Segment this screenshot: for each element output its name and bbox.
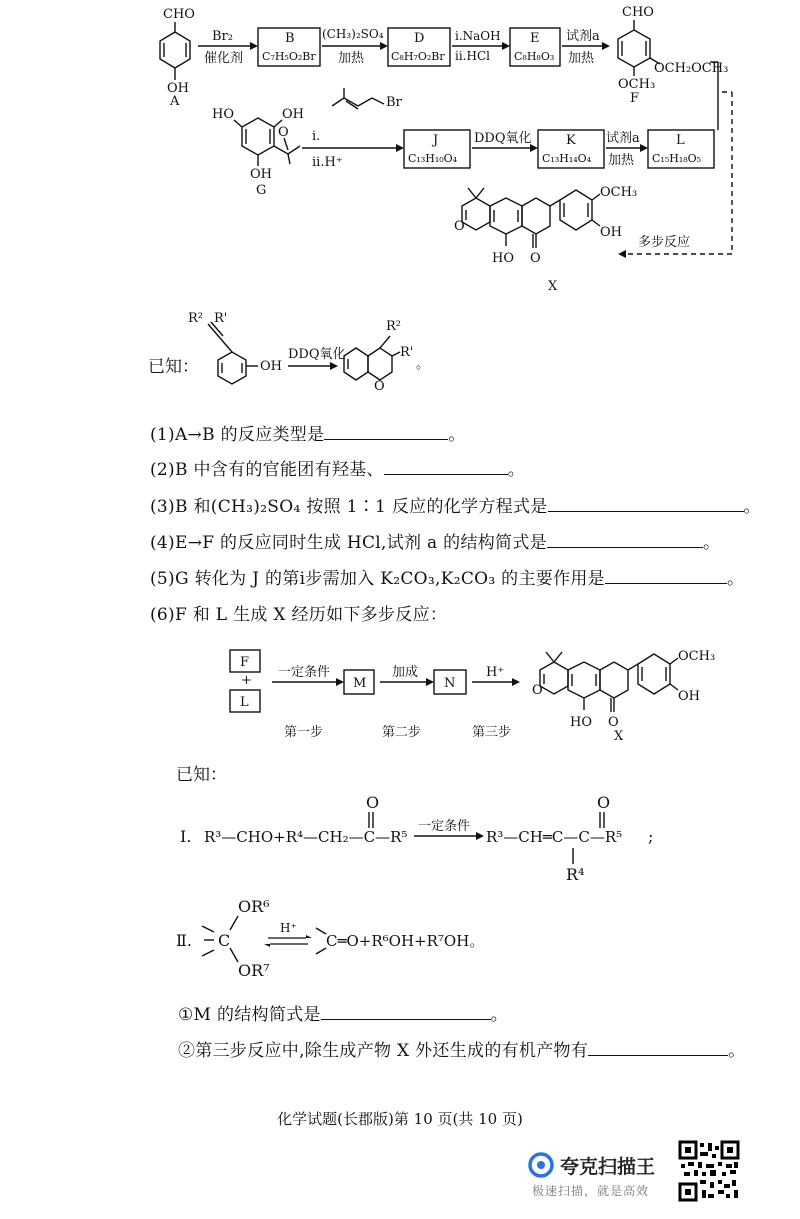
question-3: (3)B 和(CH₃)₂SO₄ 按照 1∶1 反应的化学方程式是 。	[150, 497, 761, 517]
E-letter: E	[530, 31, 540, 46]
E-formula: C₈H₈O₃	[514, 50, 555, 63]
s2-step3: 第三步	[472, 725, 512, 740]
K-formula: C₁₃H₁₄O₄	[542, 152, 592, 165]
arrowX-label: 多步反应	[638, 235, 691, 250]
s2-F: F	[240, 655, 250, 670]
compound-G	[234, 118, 300, 166]
answer-blank-5[interactable]	[605, 567, 727, 584]
question-1: (1)A→B 的反应类型是 。	[150, 425, 466, 445]
compound-A	[160, 22, 190, 80]
arrowEF-below: 加热	[568, 51, 595, 66]
arrowAB-below: 催化剂	[204, 51, 244, 66]
subquestion-1: ①M 的结构简式是 。	[178, 1005, 509, 1025]
X-ho: HO	[492, 251, 514, 266]
L-formula: C₁₅H₁₈O₅	[652, 152, 702, 165]
k1-prod-r1: R'	[400, 345, 414, 360]
dashed-route	[626, 92, 732, 254]
A-label: A	[170, 94, 180, 109]
answer-blank-1[interactable]	[324, 423, 448, 440]
arrowKL-above: 试剂a	[606, 131, 640, 146]
X2-ho: HO	[570, 715, 592, 730]
arrowDE-below: ⅱ.HCl	[455, 49, 490, 63]
B-formula: C₇H₅O₂Br	[262, 50, 316, 63]
s2-step1: 第一步	[284, 725, 324, 740]
brand-slogan: 极速扫描，就是高效	[532, 1184, 650, 1198]
J-letter: J	[433, 133, 439, 148]
eq1-right: R³—CH═C—C—R⁵	[486, 828, 623, 846]
L-letter: L	[676, 133, 685, 148]
k1-end: 。	[416, 357, 430, 372]
known1-reactant	[208, 322, 258, 384]
reagent-br: Br	[386, 95, 402, 110]
arrowGJ-below: ⅱ.H⁺	[312, 155, 343, 170]
s2-N: N	[444, 676, 456, 691]
eq2-roman: Ⅱ.	[176, 931, 192, 950]
arrowJK-above: DDQ氧化	[474, 131, 532, 146]
eq2-or6: OR⁶	[238, 897, 270, 916]
X-o-pyran: O	[454, 219, 465, 234]
K-letter: K	[566, 133, 576, 148]
arrowBD-above: (CH₃)₂SO₄	[322, 27, 384, 41]
eq1-roman: Ⅰ.	[180, 827, 192, 846]
G-oh-bottom: OH	[250, 167, 272, 182]
known2-equations	[0, 790, 800, 990]
s2-cond3: H⁺	[486, 665, 505, 680]
scheme-2	[0, 640, 800, 750]
eq1-left: R³—CHO+R⁴—CH₂—C—R⁵	[204, 828, 408, 846]
brand-name: 夸克扫描王	[560, 1156, 656, 1178]
k1-arrow: DDQ氧化	[288, 347, 346, 362]
G-ho: HO	[212, 107, 234, 122]
X2-och3: OCH₃	[678, 649, 716, 664]
k1-r1: R'	[214, 311, 228, 326]
compound-X-2	[540, 652, 678, 712]
eq2-h: H⁺	[280, 921, 297, 935]
eq1-o1: O	[366, 793, 380, 812]
eq1-o2: O	[597, 793, 611, 812]
J-formula: C₁₃H₁₀O₄	[408, 152, 458, 165]
synthesis-scheme	[0, 0, 800, 420]
k1-r2: R²	[188, 311, 203, 326]
s2-L: L	[240, 695, 249, 710]
prenyl-bromide	[332, 88, 384, 109]
s2-plus: +	[241, 673, 252, 688]
s2-M: M	[353, 676, 367, 691]
question-4: (4)E→F 的反应同时生成 HCl,试剂 a 的结构简式是 。	[150, 533, 721, 553]
X-och3: OCH₃	[600, 185, 638, 200]
question-6: (6)F 和 L 生成 X 经历如下多步反应：	[150, 605, 448, 625]
arrowBD-below: 加热	[338, 51, 365, 66]
G-ketone-o: O	[278, 125, 289, 140]
arrowAB-above: Br₂	[212, 29, 233, 44]
answer-blank-4[interactable]	[547, 531, 703, 548]
scanner-watermark	[524, 1148, 674, 1200]
page-footer: 化学试题(长郡版)第 10 页(共 10 页)	[277, 1110, 523, 1128]
X-oh: OH	[600, 225, 622, 240]
answer-blank-byproducts[interactable]	[588, 1039, 728, 1056]
known1-label: 已知：	[148, 357, 199, 377]
A-cho: CHO	[163, 7, 195, 22]
answer-blank-3[interactable]	[548, 495, 744, 512]
compound-X	[462, 188, 600, 248]
arrowDE-above: ⅰ.NaOH	[455, 29, 501, 43]
X2-o-pyran: O	[532, 683, 543, 698]
qr-code-icon	[678, 1140, 740, 1202]
answer-blank-2[interactable]	[384, 458, 508, 475]
X2-oh: OH	[678, 689, 700, 704]
question-2: (2)B 中含有的官能团有羟基、 。	[150, 460, 526, 480]
question-5: (5)G 转化为 J 的第ⅰ步需加入 K₂CO₃,K₂CO₃ 的主要作用是 。	[150, 569, 745, 589]
eq1-end: ;	[648, 827, 654, 846]
F-label: F	[630, 91, 640, 106]
s2-step2: 第二步	[382, 725, 422, 740]
subquestion-2: ②第三步反应中,除生成产物 X 外还生成的有机产物有 。	[178, 1041, 746, 1061]
G-label: G	[256, 183, 267, 198]
eq2-c: C	[218, 931, 231, 950]
arrowGJ-above: ⅰ.	[312, 129, 321, 144]
X-o-keto: O	[530, 251, 541, 266]
B-letter: B	[285, 31, 295, 46]
eq1-cond: 一定条件	[418, 819, 471, 834]
arrowEF-above: 试剂a	[566, 29, 600, 44]
eq2-or7: OR⁷	[238, 961, 270, 980]
F-sub2: OCH₃	[618, 77, 656, 92]
s2-cond1: 一定条件	[278, 665, 331, 680]
k1-prod-o: O	[374, 379, 385, 394]
X-label: X	[548, 279, 558, 294]
X2-o-keto: O	[608, 715, 619, 730]
known2-label: 已知：	[176, 765, 227, 785]
X2-label: X	[614, 729, 624, 744]
k1-prod-r2: R²	[386, 319, 401, 334]
G-oh-top: OH	[282, 107, 304, 122]
arrowKL-below: 加热	[608, 153, 635, 168]
F-sub1: OCH₂OCH₃	[654, 61, 729, 76]
D-letter: D	[414, 31, 425, 46]
known1-product	[344, 336, 400, 380]
k1-oh: OH	[260, 359, 282, 374]
answer-blank-M[interactable]	[321, 1003, 491, 1020]
A-oh: OH	[167, 81, 189, 96]
F-cho: CHO	[622, 5, 654, 20]
eq1-r4: R⁴	[566, 865, 585, 884]
scanner-logo-icon	[528, 1152, 554, 1178]
eq2-right: C═O+R⁶OH+R⁷OH。	[326, 932, 485, 950]
s2-cond2: 加成	[392, 665, 419, 680]
D-formula: C₈H₇O₂Br	[391, 50, 445, 63]
